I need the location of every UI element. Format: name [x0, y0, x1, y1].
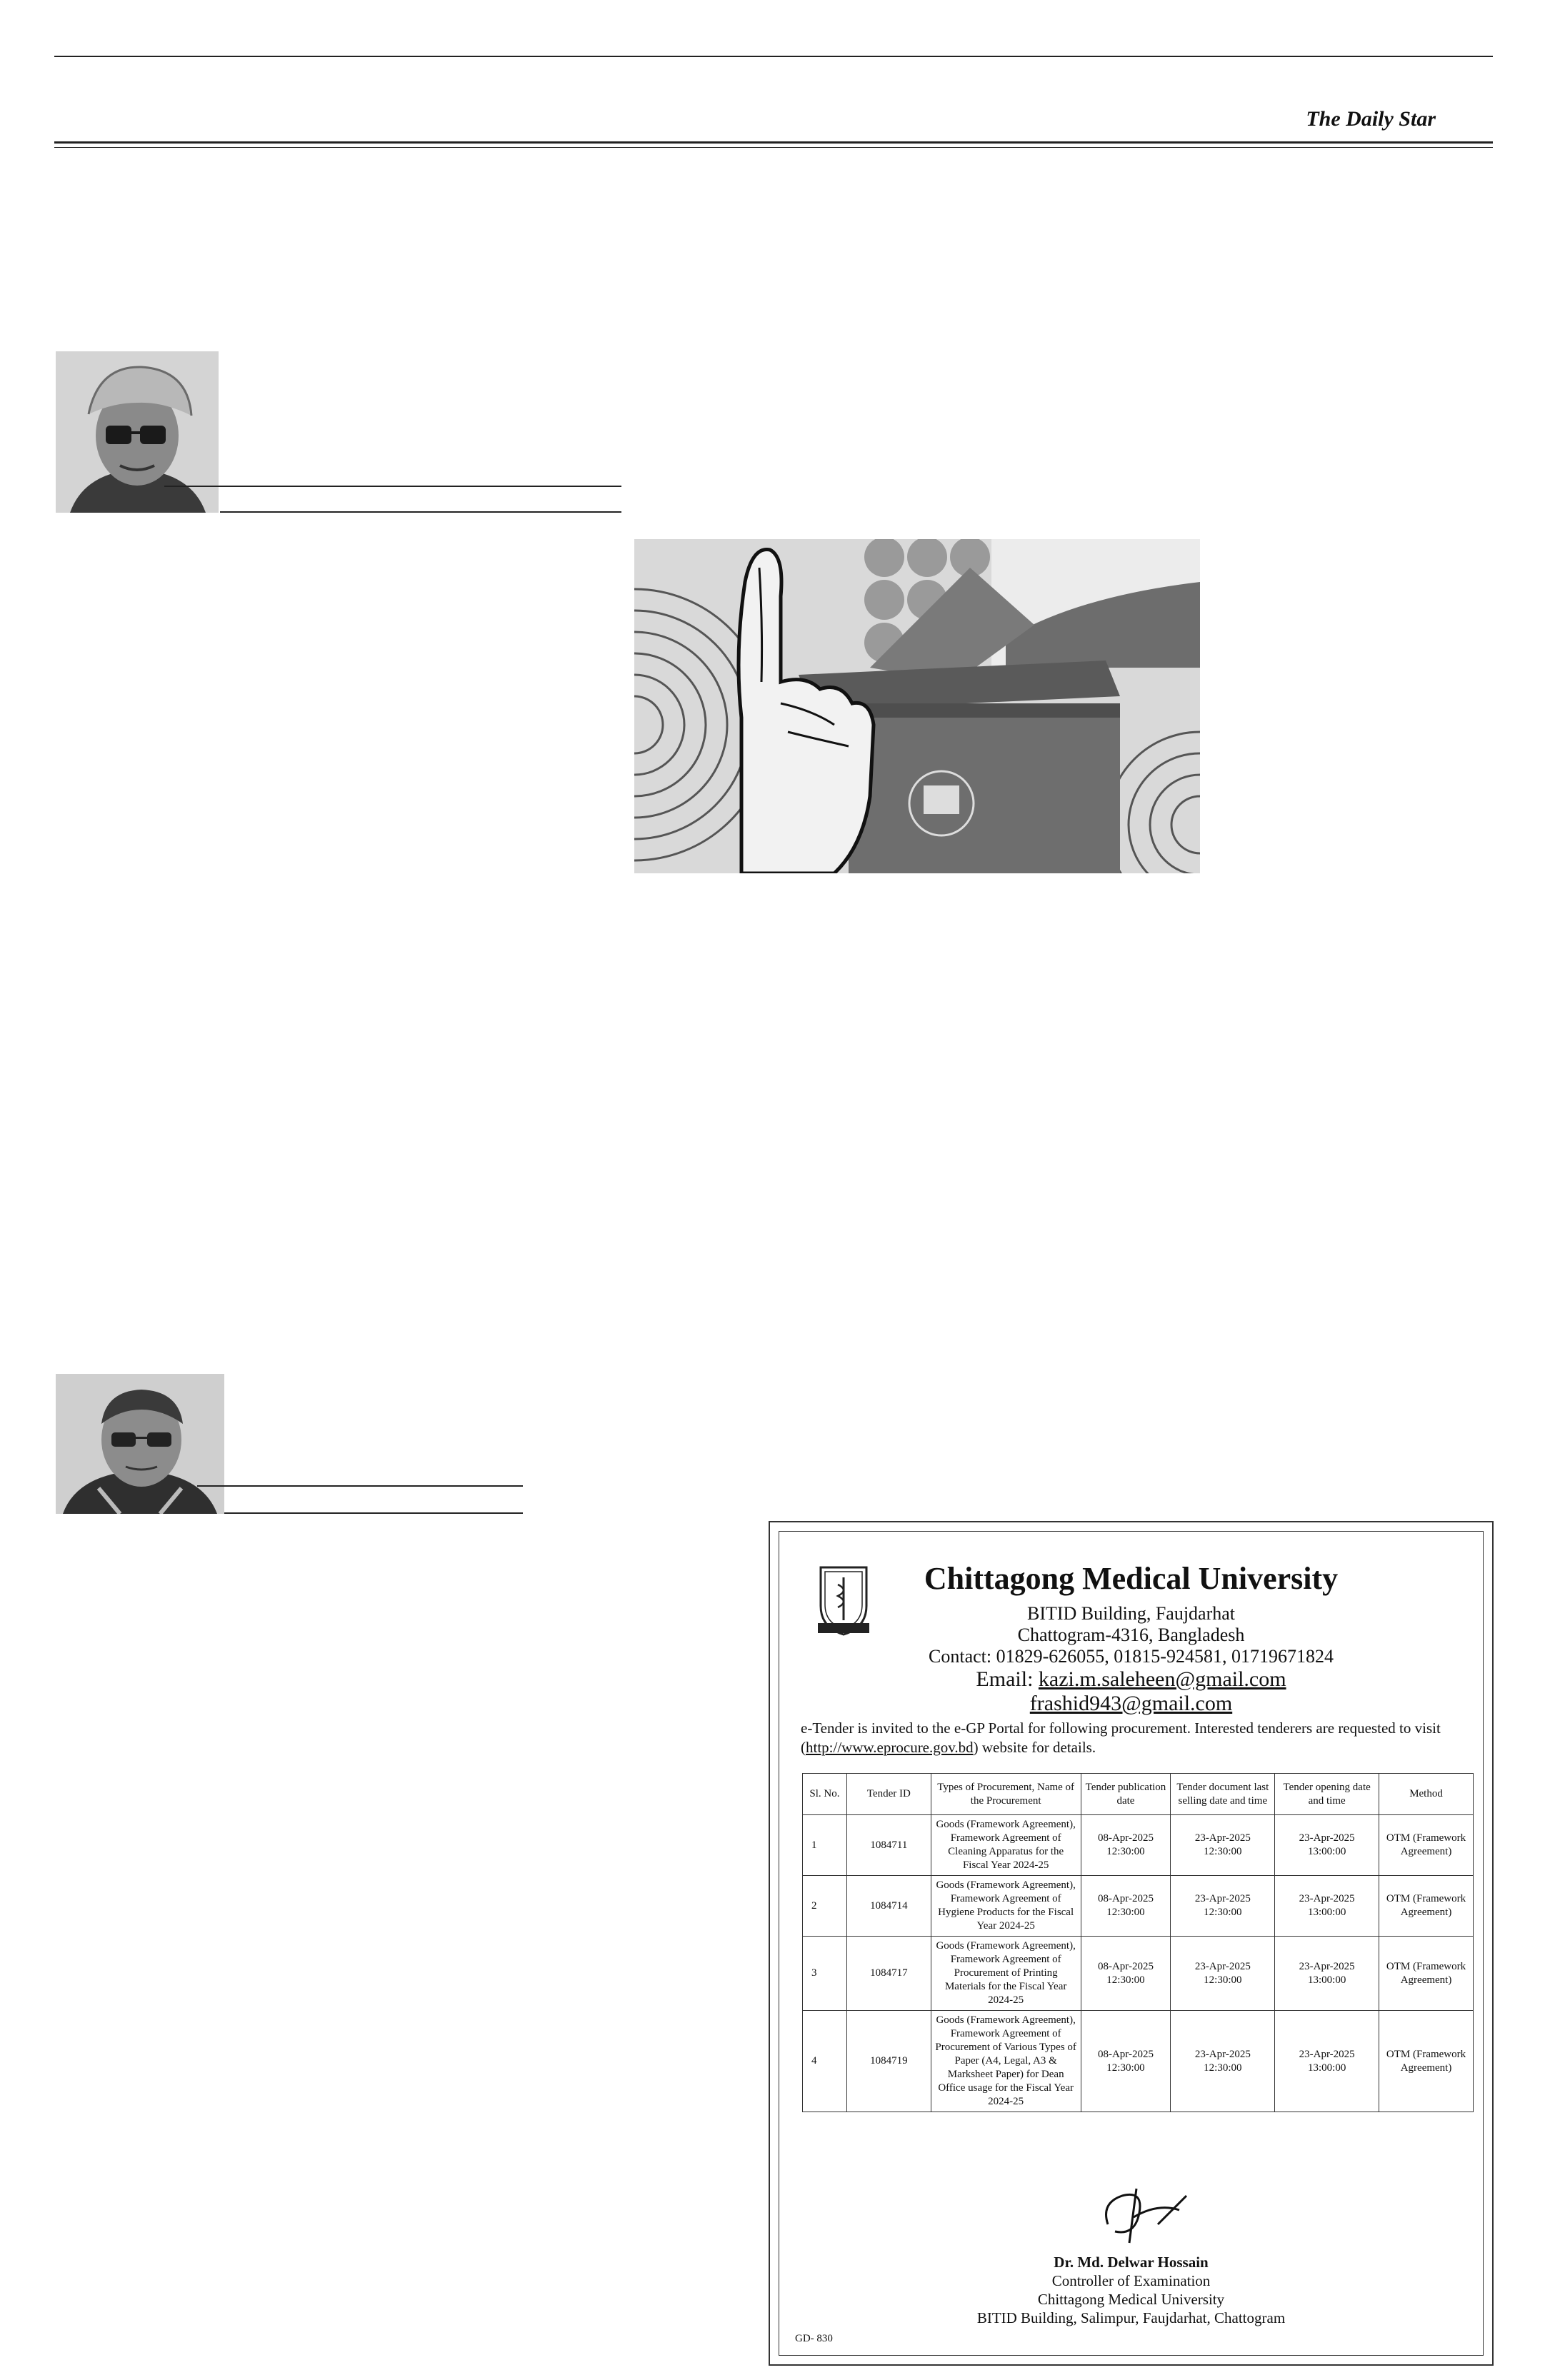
header-publication: Tender publication date [1081, 1774, 1171, 1815]
gd-code: GD- 830 [795, 2333, 833, 2344]
tender-table [802, 1773, 1474, 2112]
cell-sl: 2 [803, 1876, 847, 1937]
table-row [803, 1815, 1474, 1876]
cell-tender-id: 1084717 [846, 1937, 931, 2011]
signature-icon [1094, 2181, 1194, 2246]
email-label: Email: [976, 1667, 1034, 1691]
cell-publication: 08-Apr-2025 12:30:00 [1081, 1876, 1171, 1937]
cell-method: OTM (Framework Agreement) [1379, 2011, 1474, 2112]
cell-last-selling: 23-Apr-2025 12:30:00 [1171, 2011, 1275, 2112]
tender-intro [801, 1719, 1461, 1757]
cell-type: Goods (Framework Agreement), Framework Agreement of Procurement of Printing Materials for the Fiscal Year 2024-25 [931, 1937, 1081, 2011]
header-sl: Sl. No. [803, 1774, 847, 1815]
cell-opening: 23-Apr-2025 13:00:00 [1275, 1937, 1379, 2011]
byline-rule-1a [164, 486, 621, 487]
email-line-1 [779, 1667, 1483, 1692]
columnist-portrait-1 [56, 351, 219, 513]
email-line-2 [779, 1692, 1483, 1716]
cell-tender-id: 1084714 [846, 1876, 931, 1937]
intro-text: e-Tender is invited to the e-GP Portal for following procurement. Interested tenderers are requested to visit ( [801, 1719, 1441, 1756]
header-opening: Tender opening date and time [1275, 1774, 1379, 1815]
institution-name: Chittagong Medical University [924, 1561, 1339, 1596]
cell-last-selling: 23-Apr-2025 12:30:00 [1171, 1815, 1275, 1876]
masthead-rule-thick [54, 141, 1493, 144]
cell-publication: 08-Apr-2025 12:30:00 [1081, 1937, 1171, 2011]
top-rule [54, 56, 1493, 57]
table-row [803, 2011, 1474, 2112]
signatory-address: BITID Building, Salimpur, Faujdarhat, Chattogram [976, 2309, 1286, 2326]
table-row [803, 1876, 1474, 1937]
cell-type: Goods (Framework Agreement), Framework Agreement of Hygiene Products for the Fiscal Year 2024-25 [931, 1876, 1081, 1937]
columnist-portrait-2 [56, 1374, 224, 1514]
signatory-title: Controller of Examination [1051, 2272, 1211, 2289]
cell-publication: 08-Apr-2025 12:30:00 [1081, 1815, 1171, 1876]
cell-method: OTM (Framework Agreement) [1379, 1876, 1474, 1937]
cell-last-selling: 23-Apr-2025 12:30:00 [1171, 1937, 1275, 2011]
byline-rule-1b [220, 511, 621, 513]
masthead-rule-thin [54, 147, 1493, 148]
cell-publication: 08-Apr-2025 12:30:00 [1081, 2011, 1171, 2112]
email-link-2[interactable]: frashid943@gmail.com [1029, 1692, 1233, 1715]
cell-last-selling: 23-Apr-2025 12:30:00 [1171, 1876, 1275, 1937]
cell-sl: 3 [803, 1937, 847, 2011]
signatory-name: Dr. Md. Delwar Hossain [1054, 2254, 1209, 2271]
address-line-2: Chattogram-4316, Bangladesh [1017, 1625, 1245, 1645]
header-method: Method [1379, 1774, 1474, 1815]
cell-type: Goods (Framework Agreement), Framework Agreement of Cleaning Apparatus for the Fiscal Year 2024-25 [931, 1815, 1081, 1876]
table-header-row [803, 1774, 1474, 1815]
header-type: Types of Procurement, Name of the Procurement [931, 1774, 1081, 1815]
byline-rule-2a [197, 1485, 523, 1487]
masthead-brand: The Daily Star [1306, 107, 1436, 131]
cell-type: Goods (Framework Agreement), Framework Agreement of Procurement of Various Types of Paper (A4, Legal, A3 & Marksheet Paper) for Dean Office usage for the Fiscal Year 2024-25 [931, 2011, 1081, 2112]
cell-sl: 4 [803, 2011, 847, 2112]
intro-suffix: ) website for details. [973, 1739, 1096, 1756]
email-link-1[interactable]: kazi.m.saleheen@gmail.com [1038, 1667, 1286, 1691]
cell-sl: 1 [803, 1815, 847, 1876]
cell-tender-id: 1084719 [846, 2011, 931, 2112]
header-tender-id: Tender ID [846, 1774, 931, 1815]
table-row [803, 1937, 1474, 2011]
cell-opening: 23-Apr-2025 13:00:00 [1275, 2011, 1379, 2112]
cell-opening: 23-Apr-2025 13:00:00 [1275, 1876, 1379, 1937]
ad-border [779, 1531, 1484, 2356]
byline-rule-2b [224, 1512, 523, 1514]
header-last-selling: Tender document last selling date and time [1171, 1774, 1275, 1815]
cell-tender-id: 1084711 [846, 1815, 931, 1876]
signatory-org: Chittagong Medical University [1037, 2291, 1225, 2308]
address-line-1: BITID Building, Faujdarhat [1026, 1603, 1235, 1624]
eprocure-link[interactable]: http://www.eprocure.gov.bd [806, 1739, 974, 1756]
tender-advertisement [769, 1521, 1494, 2366]
cell-method: OTM (Framework Agreement) [1379, 1937, 1474, 2011]
contact-line: Contact: 01829-626055, 01815-924581, 01719671824 [929, 1646, 1334, 1667]
ballot-illustration [634, 539, 1200, 873]
cell-opening: 23-Apr-2025 13:00:00 [1275, 1815, 1379, 1876]
cell-method: OTM (Framework Agreement) [1379, 1815, 1474, 1876]
